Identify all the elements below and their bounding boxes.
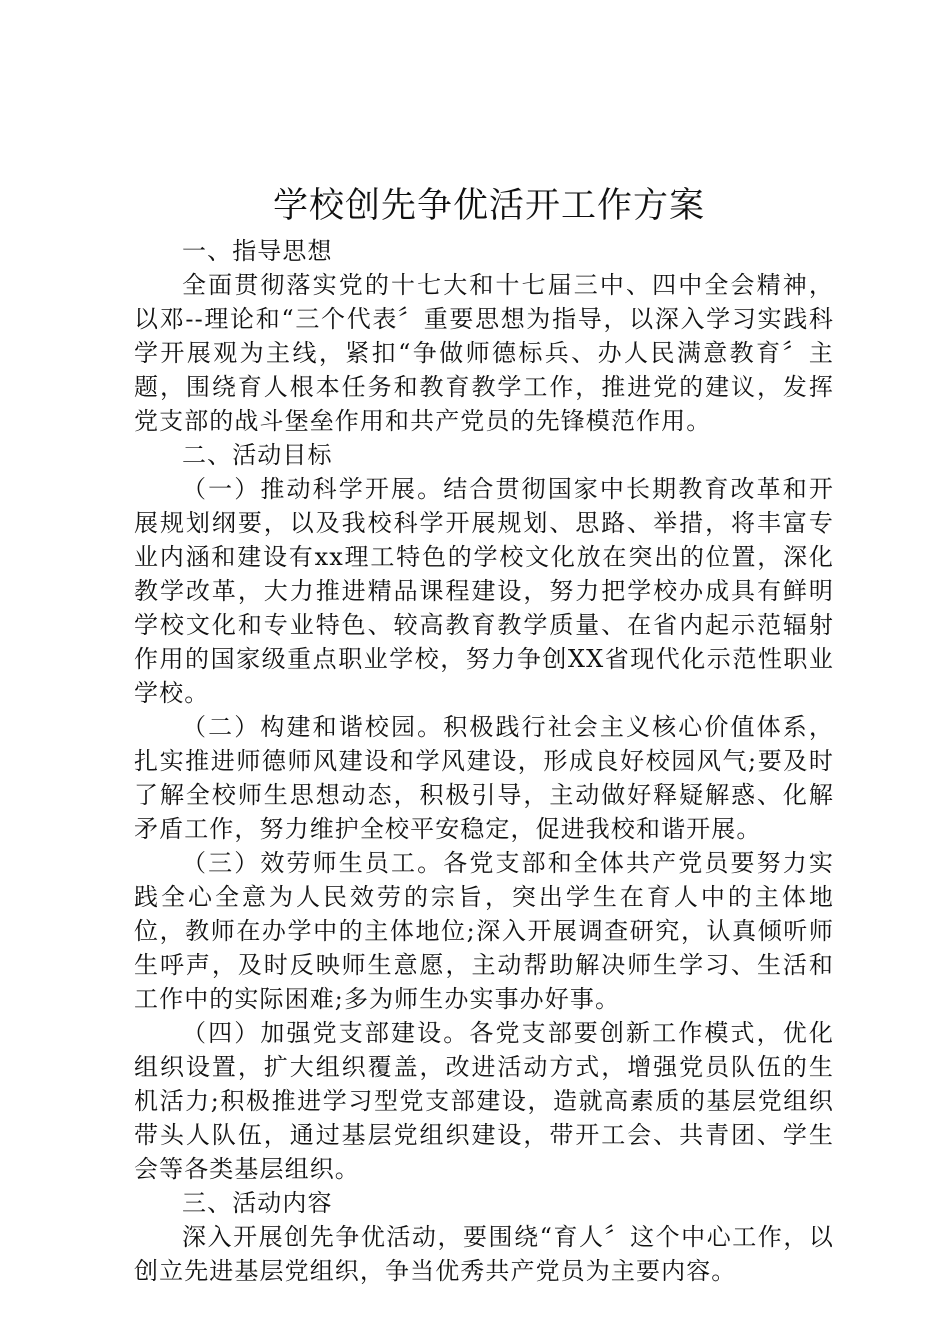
paragraph-goal-serve-staff-students: （三）效劳师生员工。各党支部和全体共产党员要努力实践全心全意为人民效劳的宗旨，突出学生在育人中的主体地位，教师在办学中的主体地位;深入开展调查研究，认真倾听师生呼声，及时反映师生意愿，主动帮助解决师生学习、生活和工作中的实际困难;多为师生办实事办好事。	[134, 849, 834, 1013]
paragraph-goal-party-branch-building: （四）加强党支部建设。各党支部要创新工作模式，优化组织设置，扩大组织覆盖，改进活动方式，增强党员队伍的生机活力;积极推进学习型党支部建设，造就高素质的基层党组织带头人队伍，通过基层党组织建设，带开工会、共青团、学生会等各类基层组织。	[134, 1019, 834, 1183]
paragraph-guiding-ideology: 全面贯彻落实党的十七大和十七届三中、四中全会精神，以邓--理论和“三个代表〞重要思想为指导，以深入学习实践科学开展观为主线，紧扣“争做师德标兵、办人民满意教育〞主题，围绕育人根本任务和教育教学工作，推进党的建议，发挥党支部的战斗堡垒作用和共产党员的先锋模范作用。	[134, 271, 834, 435]
section-heading-activity-goals: 二、活动目标	[182, 441, 333, 469]
paragraph-activity-content: 深入开展创先争优活动，要围绕“育人〞这个中心工作，以创立先进基层党组织，争当优秀共产党员为主要内容。	[134, 1223, 834, 1285]
document-page	[134, 180, 834, 1288]
section-heading-activity-content: 三、活动内容	[182, 1189, 333, 1217]
section-heading-guiding-ideology: 一、指导思想	[182, 237, 333, 265]
paragraph-goal-harmonious-campus: （二）构建和谐校园。积极践行社会主义核心价值体系，扎实推进师德师风建设和学风建设，形成良好校园风气;要及时了解全校师生思想动态，积极引导，主动做好释疑解惑、化解矛盾工作，努力维护全校平安稳定，促进我校和谐开展。	[134, 713, 834, 843]
paragraph-goal-scientific-development: （一）推动科学开展。结合贯彻国家中长期教育改革和开展规划纲要，以及我校科学开展规划、思路、举措，将丰富专业内涵和建设有xx理工特色的学校文化放在突出的位置，深化教学改革，大力推进精品课程建设，努力把学校办成具有鲜明学校文化和专业特色、较高教育教学质量、在省内起示范辐射作用的国家级重点职业学校，努力争创XX省现代化示范性职业学校。	[134, 475, 834, 707]
document-title: 学校创先争优活开工作方案	[272, 186, 705, 226]
